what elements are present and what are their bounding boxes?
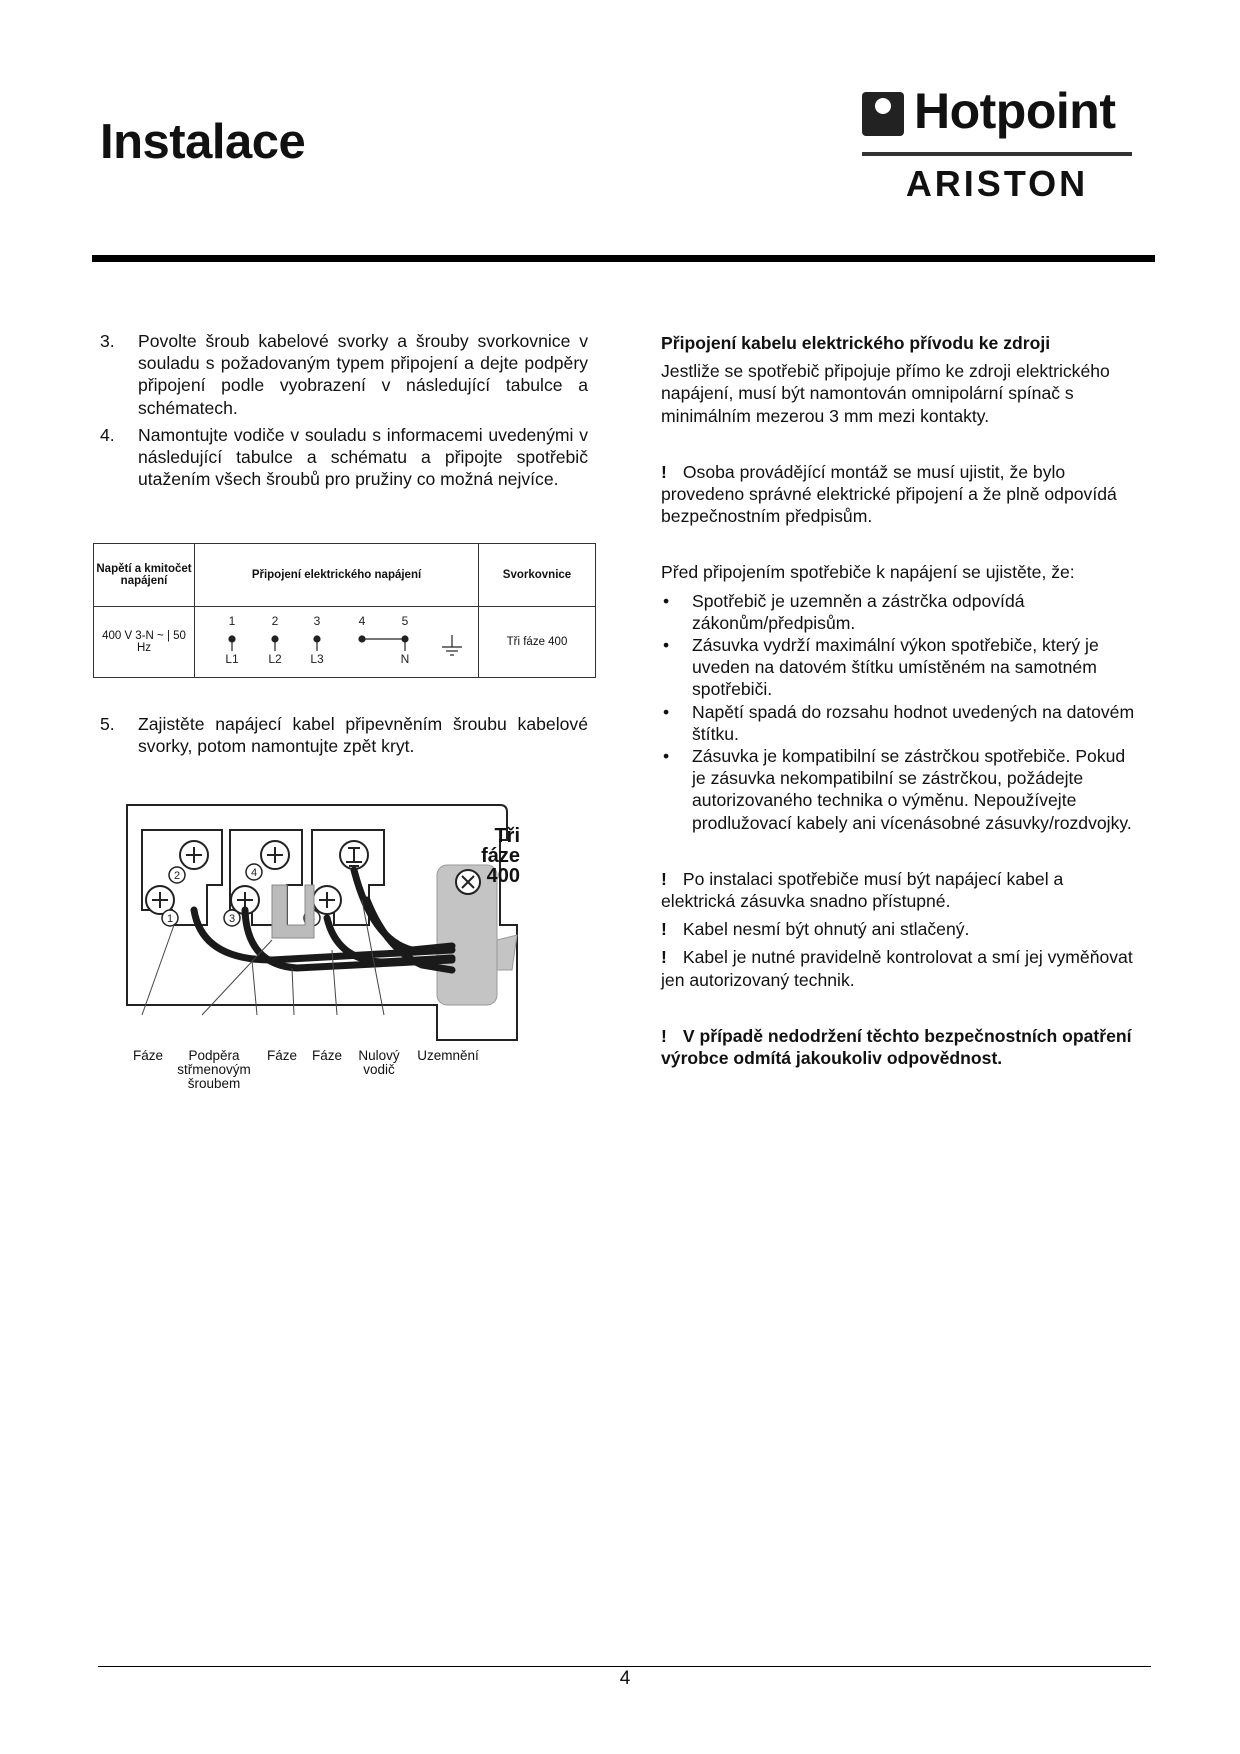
diagram-caption-line: Tři — [494, 825, 520, 847]
installation-steps-b — [100, 713, 588, 762]
logo-brand-top: Hotpoint — [914, 83, 1116, 139]
page-title: Instalace — [100, 115, 306, 169]
right-column — [661, 332, 1141, 1069]
final-warning-text: V případě nedodržení těchto bezpečnostních opatření výrobce odmítá jakoukoliv odpovědnost. — [661, 1025, 1132, 1069]
label-nulovy: vodič — [363, 1062, 395, 1077]
note-text: Po instalaci spotřebiče musí být napájecí kabel a elektrická zásuvka snadno přístupné. — [661, 868, 1064, 912]
step-text: Namontujte vodiče v souladu s informacemi uvedenými v následující tabulce a schématu a připojte spotřebič utažením všech šroubů pro pružiny co možná nejvíce. — [138, 424, 588, 490]
table-row — [94, 607, 596, 678]
terminal-number: 1 — [228, 613, 235, 628]
list-item — [100, 713, 588, 757]
terminal-connection-diagram — [202, 611, 472, 671]
list-item: • Zásuvka vydrží maximální výkon spotřebiče, který je uveden na datovém štítku umístěném na samotném spotřebiči. — [661, 634, 1141, 701]
diagram-caption-line: 400 — [486, 865, 520, 887]
final-warning — [661, 1025, 1141, 1069]
wiring-diagram — [122, 800, 542, 1140]
step-number: 4. — [100, 424, 115, 445]
terminal-number: 5 — [401, 613, 408, 628]
list-item — [100, 330, 588, 419]
list-item: • Spotřebič je uzemněn a zástrčka odpovídá zákonům/předpisům. — [661, 590, 1141, 634]
terminal-label: N — [400, 651, 409, 666]
table-header-connection: Připojení elektrického napájení — [195, 544, 479, 607]
table-header-row — [94, 544, 596, 607]
logo-brand-bottom: ARISTON — [905, 163, 1089, 204]
list-item: • Napětí spadá do rozsahu hodnot uvedených na datovém štítku. — [661, 701, 1141, 745]
step-number: 3. — [100, 331, 115, 351]
step-number: 5. — [100, 714, 115, 734]
terminal-number: 3 — [313, 613, 320, 628]
label-faze-1: Fáze — [132, 1048, 164, 1063]
terminal-number: 4 — [358, 613, 365, 628]
note-text: Kabel nesmí být ohnutý ani stlačený. — [682, 919, 970, 940]
diagram-caption-line: fáze — [481, 845, 520, 867]
note-text: Kabel je nutné pravidelně kontrolovat a smí jej vyměňovat jen autorizovaný technik. — [661, 947, 1133, 990]
step-text: Povolte šroub kabelové svorky a šrouby svorkovnice v souladu s požadovaným typem připojení a dejte podpěry připojení podle vyobrazení v následující tabulce a schématech. — [138, 331, 588, 418]
label-podpera: šroubem — [187, 1076, 241, 1091]
screw-number: 4 — [250, 867, 258, 879]
screw-number: 2 — [173, 870, 181, 882]
step-text: Zajistěte napájecí kabel připevněním šroubu kabelové svorky, potom namontujte zpět kryt. — [138, 714, 588, 757]
list-item: • Zásuvka je kompatibilní se zástrčkou spotřebiče. Pokud je zásuvka nekompatibilní se zástrčkou, požádejte autorizovaného technika o výměnu. Nepoužívejte prodlužovací kabely ani vícenásobné zásuvky/rozdvojky. — [661, 745, 1141, 834]
connection-table — [93, 543, 596, 678]
intro-paragraph: Jestliže se spotřebič připojuje přímo ke zdroji elektrického napájení, musí být namontován omnipolární spínač s minimálním mezerou 3 mm mezi kontakty. — [661, 361, 1110, 426]
note-paragraph — [661, 946, 1141, 990]
label-uzemneni: Uzemnění — [417, 1048, 479, 1063]
table-cell-voltage: 400 V 3-N ~ | 50 Hz — [94, 607, 195, 678]
hotpoint-mark-icon — [862, 92, 904, 136]
screw-number: 1 — [166, 913, 174, 925]
page-number: 4 — [619, 1668, 631, 1689]
exclamation-icon: ! — [661, 919, 667, 940]
hotpoint-ariston-logo — [858, 82, 1138, 212]
section-heading: Připojení kabelu elektrického přívodu ke zdroji — [661, 333, 1051, 353]
table-header-voltage: Napětí a kmitočet napájení — [94, 544, 195, 607]
exclamation-icon: ! — [661, 461, 667, 482]
exclamation-icon: ! — [661, 1025, 667, 1046]
label-podpera: Podpěra — [188, 1048, 240, 1063]
label-faze-2: Fáze — [266, 1048, 298, 1063]
terminal-label: L2 — [267, 651, 282, 666]
warning-paragraph — [661, 461, 1141, 528]
terminal-number: 2 — [271, 613, 278, 628]
terminal-label: L1 — [224, 651, 239, 666]
note-paragraph — [661, 868, 1141, 912]
footer-rule — [98, 1666, 1151, 1667]
terminal-label: L3 — [309, 651, 324, 666]
list-item — [100, 424, 588, 491]
label-faze-3: Fáze — [311, 1048, 343, 1063]
installation-steps-a — [100, 330, 588, 495]
screw-number: 3 — [228, 913, 236, 925]
exclamation-icon: ! — [661, 947, 667, 968]
note-paragraph — [661, 918, 1141, 940]
header-rule — [92, 255, 1155, 262]
exclamation-icon: ! — [661, 868, 667, 889]
checklist-intro: Před připojením spotřebiče k napájení se ujistěte, že: — [661, 562, 1075, 583]
table-cell-terminal: Tři fáze 400 — [479, 607, 596, 678]
logo-divider — [862, 152, 1132, 156]
table-cell-connection — [195, 607, 479, 678]
warning-text: Osoba provádějící montáž se musí ujistit, že bylo provedeno správné elektrické připojení a že plně odpovídá bezpečnostním předpisům. — [661, 461, 1117, 527]
label-podpera: střmenovým — [177, 1062, 251, 1077]
table-header-terminal: Svorkovnice — [479, 544, 596, 607]
label-nulovy: Nulový — [358, 1048, 400, 1063]
